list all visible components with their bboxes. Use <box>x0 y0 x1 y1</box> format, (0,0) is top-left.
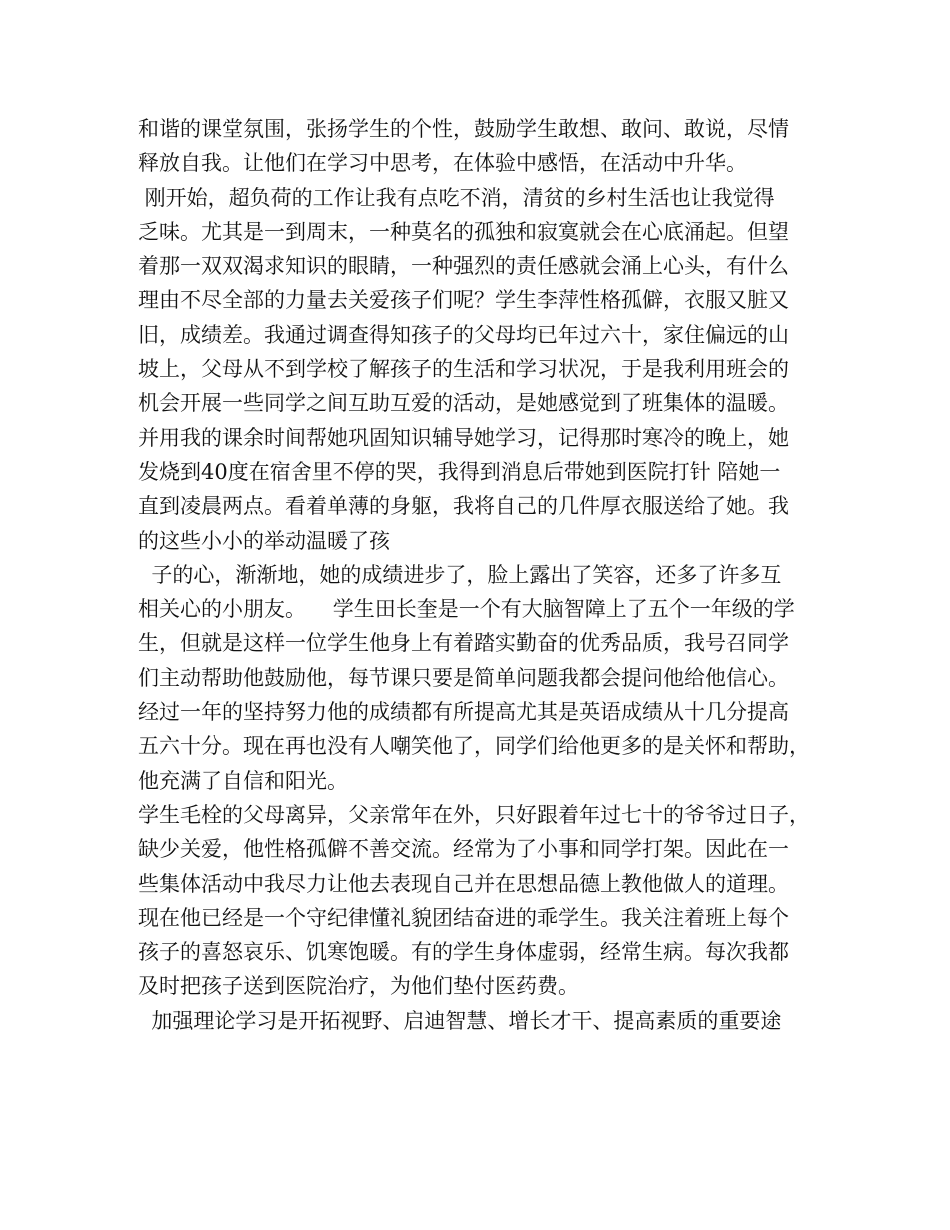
text-line: 乏味。尤其是一到周末，一种莫名的孤独和寂寞就会在心底涌起。但望 <box>138 219 789 244</box>
text-line: 释放自我。让他们在学习中思考，在体验中感悟，在活动中升华。 <box>138 151 747 176</box>
text-line: 缺少关爱，他性格孤僻不善交流。经常为了小事和同学打架。因此在一 <box>138 837 789 862</box>
text-line: 孩子的喜怒哀乐、饥寒饱暖。有的学生身体虚弱，经常生病。每次我都 <box>138 940 789 965</box>
text-line: 们主动帮助他鼓励他，每节课只要是简单问题我都会提问他给他信心。 <box>138 665 789 690</box>
text-line: 及时把孩子送到医院治疗，为他们垫付医药费。 <box>138 974 579 999</box>
text-line: 他充满了自信和阳光。 <box>138 768 348 793</box>
text-line: 生，但就是这样一位学生他身上有着踏实勤奋的优秀品质，我号召同学 <box>138 631 789 656</box>
text-line: 子的心，渐渐地，她的成绩进步了，脸上露出了笑容，还多了许多互 <box>138 562 782 587</box>
text-line: 五六十分。现在再也没有人嘲笑他了，同学们给他更多的是关怀和帮助， <box>138 734 810 759</box>
text-line: 相关心的小朋友。 学生田长奎是一个有大脑智障上了五个一年级的学 <box>138 597 795 622</box>
text-line: 发烧到40度在宿舍里不停的哭，我得到消息后带她到医院打针 陪她一 <box>138 459 781 484</box>
text-line: 理由不尽全部的力量去关爱孩子们呢？学生李萍性格孤僻，衣服又脏又 <box>138 288 789 313</box>
text-line: 刚开始，超负荷的工作让我有点吃不消，清贫的乡村生活也让我觉得 <box>138 185 775 210</box>
text-line: 坡上，父母从不到学校了解孩子的生活和学习状况，于是我利用班会的 <box>138 357 789 382</box>
text-line: 和谐的课堂氛围，张扬学生的个性，鼓励学生敢想、敢问、敢说，尽情 <box>138 117 789 141</box>
text-line: 加强理论学习是开拓视野、启迪智慧、增长才干、提高素质的重要途 <box>138 1008 782 1033</box>
text-line: 直到凌晨两点。看着单薄的身躯，我将自己的几件厚衣服送给了她。我 <box>138 494 789 519</box>
text-line: 经过一年的坚持努力他的成绩都有所提高尤其是英语成绩从十几分提高 <box>138 700 789 725</box>
text-line: 现在他已经是一个守纪律懂礼貌团结奋进的乖学生。我关注着班上每个 <box>138 905 789 930</box>
text-line: 机会开展一些同学之间互助互爱的活动，是她感觉到了班集体的温暖。 <box>138 391 789 416</box>
body-text <box>138 112 828 1038</box>
text-line: 并用我的课余时间帮她巩固知识辅导她学习，记得那时寒冷的晚上，她 <box>138 425 789 450</box>
text-line: 着那一双双渴求知识的眼睛，一种强烈的责任感就会涌上心头，有什么 <box>138 254 789 279</box>
text-line: 的这些小小的举动温暖了孩 <box>138 528 390 553</box>
text-line: 旧，成绩差。我通过调查得知孩子的父母均已年过六十，家住偏远的山 <box>138 322 789 347</box>
text-line: 学生毛栓的父母离异，父亲常年在外，只好跟着年过七十的爷爷过日子， <box>138 802 810 827</box>
text-line: 些集体活动中我尽力让他去表现自己并在思想品德上教他做人的道理。 <box>138 871 789 896</box>
